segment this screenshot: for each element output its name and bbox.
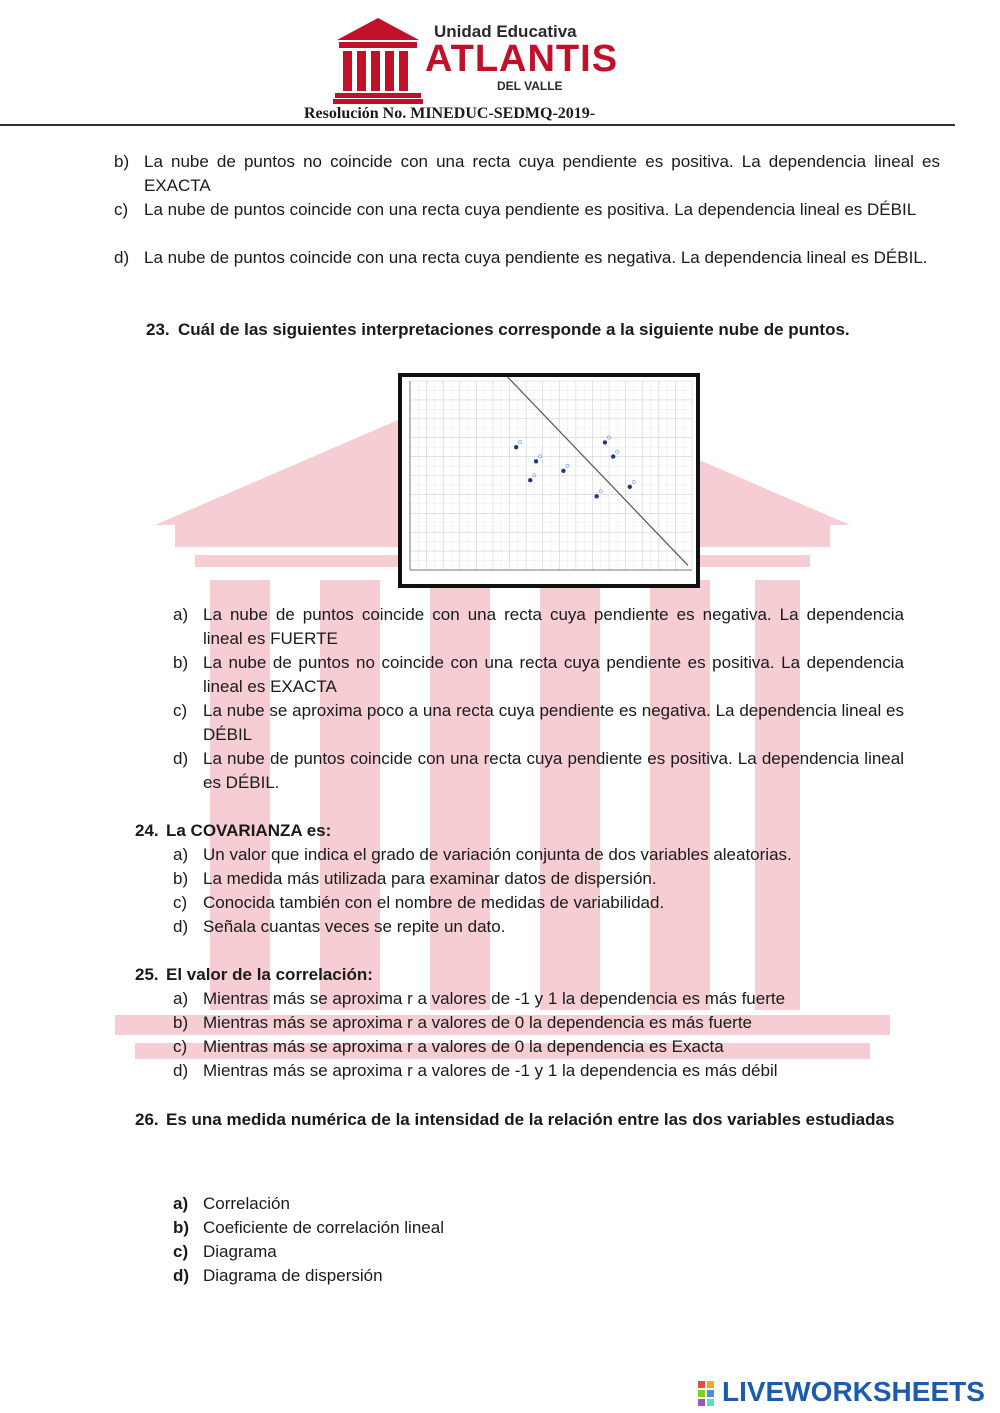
list-item[interactable]	[173, 1192, 904, 1216]
option-text: Diagrama	[203, 1242, 277, 1261]
list-item[interactable]	[173, 915, 904, 939]
data-point	[534, 459, 538, 463]
scatter-plot	[402, 377, 696, 584]
list-item[interactable]	[173, 1035, 904, 1059]
option-text: Diagrama de dispersión	[203, 1266, 383, 1285]
list-item[interactable]	[173, 1011, 904, 1035]
list-item[interactable]	[173, 1059, 904, 1083]
school-temple-logo	[333, 18, 423, 104]
scatter-chart	[398, 373, 700, 588]
option-label: d)	[173, 749, 189, 768]
option-label: b)	[114, 152, 130, 171]
option-label: d)	[114, 248, 130, 267]
option-label: a)	[173, 1194, 189, 1213]
question-number: 26.	[135, 1110, 159, 1129]
option-label: c)	[173, 701, 188, 720]
option-text: La nube de puntos no coincide con una recta cuya pendiente es positiva. La dependencia lineal es EXACTA	[144, 152, 940, 195]
option-text: Mientras más se aproxima r a valores de 0 la dependencia es Exacta	[203, 1037, 724, 1056]
option-label: b)	[173, 1218, 190, 1237]
question-number: 24.	[135, 821, 159, 840]
option-text: La nube de puntos coincide con una recta cuya pendiente es negativa. La dependencia lineal es DÉBIL.	[144, 248, 928, 267]
liveworksheets-brand: LIVEWORKSHEETS	[722, 1376, 985, 1407]
list-item[interactable]	[173, 651, 904, 699]
resolution-number: Resolución No. MINEDUC-SEDMQ-2019-	[304, 105, 596, 122]
option-label: c)	[173, 1242, 189, 1261]
option-text: Un valor que indica el grado de variación conjunta de dos variables aleatorias.	[203, 845, 792, 864]
list-item[interactable]	[114, 246, 940, 270]
question-number: 25.	[135, 965, 159, 984]
data-point	[628, 485, 632, 489]
data-point	[514, 445, 518, 449]
option-label: c)	[114, 200, 129, 219]
data-point	[603, 440, 607, 444]
option-text: La medida más utilizada para examinar datos de dispersión.	[203, 869, 657, 888]
option-text: La nube de puntos coincide con una recta cuya pendiente es negativa. La dependencia lineal es FUERTE	[203, 605, 904, 648]
option-label: c)	[173, 893, 188, 912]
option-text: La nube se aproxima poco a una recta cuya pendiente es negativa. La dependencia lineal es DÉBIL	[203, 701, 904, 744]
option-label: d)	[173, 1266, 190, 1285]
point-label-marker	[519, 441, 522, 444]
option-text: Mientras más se aproxima r a valores de -1 y 1 la dependencia es más fuerte	[203, 989, 786, 1008]
option-text: Mientras más se aproxima r a valores de 0 la dependencia es más fuerte	[203, 1013, 752, 1032]
option-text: La nube de puntos coincide con una recta cuya pendiente es positiva. La dependencia lineal es DÉBIL.	[203, 749, 904, 792]
option-label: c)	[173, 1037, 188, 1056]
list-item[interactable]	[114, 198, 940, 222]
option-text: Mientras más se aproxima r a valores de -1 y 1 la dependencia es más débil	[203, 1061, 778, 1080]
question-26	[135, 1108, 905, 1132]
option-text: Coeficiente de correlación lineal	[203, 1218, 444, 1237]
option-label: b)	[173, 653, 189, 672]
option-text: La nube de puntos coincide con una recta cuya pendiente es positiva. La dependencia lineal es DÉBIL	[144, 200, 917, 219]
question-text: El valor de la correlación:	[166, 965, 373, 984]
list-item[interactable]	[173, 891, 904, 915]
list-item[interactable]	[173, 987, 904, 1011]
option-text: Señala cuantas veces se repite un dato.	[203, 917, 506, 936]
option-label: d)	[173, 1061, 189, 1080]
option-label: b)	[173, 869, 189, 888]
option-text: La nube de puntos no coincide con una recta cuya pendiente es positiva. La dependencia lineal es EXACTA	[203, 653, 904, 696]
list-item[interactable]	[173, 1216, 904, 1240]
list-item[interactable]	[114, 150, 940, 198]
data-point	[561, 469, 565, 473]
data-point	[594, 494, 598, 498]
question-23	[146, 318, 904, 342]
list-item[interactable]	[173, 699, 904, 747]
header-divider	[0, 124, 955, 126]
question-number: 23.	[146, 320, 170, 339]
option-label: d)	[173, 917, 189, 936]
option-label: a)	[173, 605, 189, 624]
option-label: b)	[173, 1013, 189, 1032]
question-24	[135, 819, 905, 843]
question-text: Cuál de las siguientes interpretaciones corresponde a la siguiente nube de puntos.	[178, 320, 850, 339]
option-label: a)	[173, 989, 189, 1008]
list-item[interactable]	[173, 867, 904, 891]
data-point	[528, 478, 532, 482]
option-label: a)	[173, 845, 189, 864]
list-item[interactable]	[173, 1240, 904, 1264]
list-item[interactable]	[173, 1264, 904, 1288]
question-text: Es una medida numérica de la intensidad de la relación entre las dos variables estudiadas	[166, 1110, 895, 1129]
question-25	[135, 963, 905, 987]
school-name-line3: DEL VALLE	[497, 79, 563, 93]
list-item[interactable]	[173, 603, 904, 651]
liveworksheets-icon	[698, 1381, 716, 1407]
list-item[interactable]	[173, 747, 904, 795]
list-item[interactable]	[173, 843, 904, 867]
school-name-line1: Unidad Educativa	[434, 22, 577, 41]
question-text: La COVARIANZA es:	[166, 821, 332, 840]
trend-line	[489, 377, 688, 565]
school-name-line2: ATLANTIS	[425, 38, 619, 80]
option-text: Correlación	[203, 1194, 290, 1213]
data-point	[611, 454, 615, 458]
option-text: Conocida también con el nombre de medidas de variabilidad.	[203, 893, 665, 912]
